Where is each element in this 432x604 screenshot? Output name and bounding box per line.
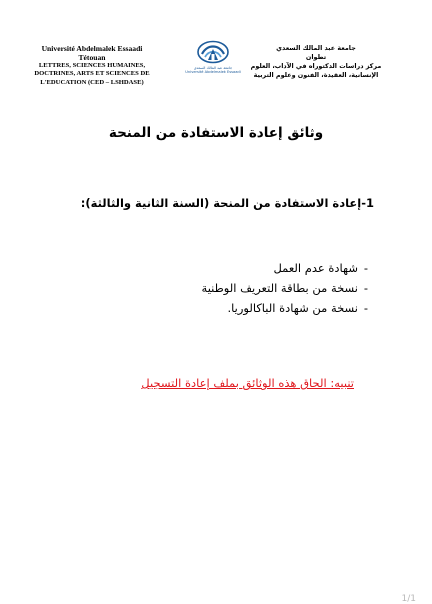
- city-name-fr: Tétouan: [78, 53, 106, 62]
- document-item-text: نسخة من بطاقة التعريف الوطنية: [201, 281, 358, 295]
- city-name-ar: تطوان: [305, 53, 327, 61]
- section-heading: 1-إعادة الاستفادة من المنحة (السنة الثانية والثالثة):: [80, 196, 374, 210]
- center-name-line-2: DOCTRINES, ARTS ET SCIENCES DE: [34, 70, 150, 78]
- required-documents-list: [202, 258, 374, 318]
- center-name-ar-line-1: مركز دراسات الدكتوراه في الآداب، العلوم: [250, 62, 382, 70]
- notice-text: تنبيه: الحاق هذه الوثائق بملف إعادة التسجيل: [141, 376, 354, 390]
- document-title: وثائق إعادة الاستفادة من المنحة: [108, 125, 324, 141]
- list-item: [202, 278, 374, 298]
- document-item-text: نسخة من شهادة الباكالوريا.: [227, 301, 358, 315]
- list-bullet: -: [363, 301, 369, 315]
- list-bullet: -: [363, 281, 369, 295]
- center-name-line-1: LETTRES, SCIENCES HUMAINES,: [38, 62, 146, 69]
- university-name-fr: Université Abdelmalek Essaadi: [41, 44, 143, 53]
- logo-caption-ar: جامعة عبد المالك السعدي: [193, 66, 233, 70]
- center-name-line-3: L'EDUCATION (CED – LSHDASE): [40, 78, 144, 86]
- university-name-ar: جامعة عبد المالك السعدي: [276, 44, 356, 52]
- document-item-text: شهادة عدم العمل: [273, 261, 358, 275]
- list-item: [202, 298, 374, 318]
- list-item: [202, 258, 374, 278]
- center-name-ar-line-2: الإنسانية، العقيدة، الفنون وعلوم التربية: [253, 71, 379, 79]
- logo-caption-fr: Université Abdelmalek Essaadi: [185, 70, 241, 75]
- header-arabic-block: [236, 44, 396, 80]
- university-logo: [184, 40, 242, 82]
- header-french-block: [22, 44, 162, 87]
- page-number: 1/1: [401, 594, 416, 604]
- university-emblem-icon: [196, 40, 230, 66]
- list-bullet: -: [363, 261, 369, 275]
